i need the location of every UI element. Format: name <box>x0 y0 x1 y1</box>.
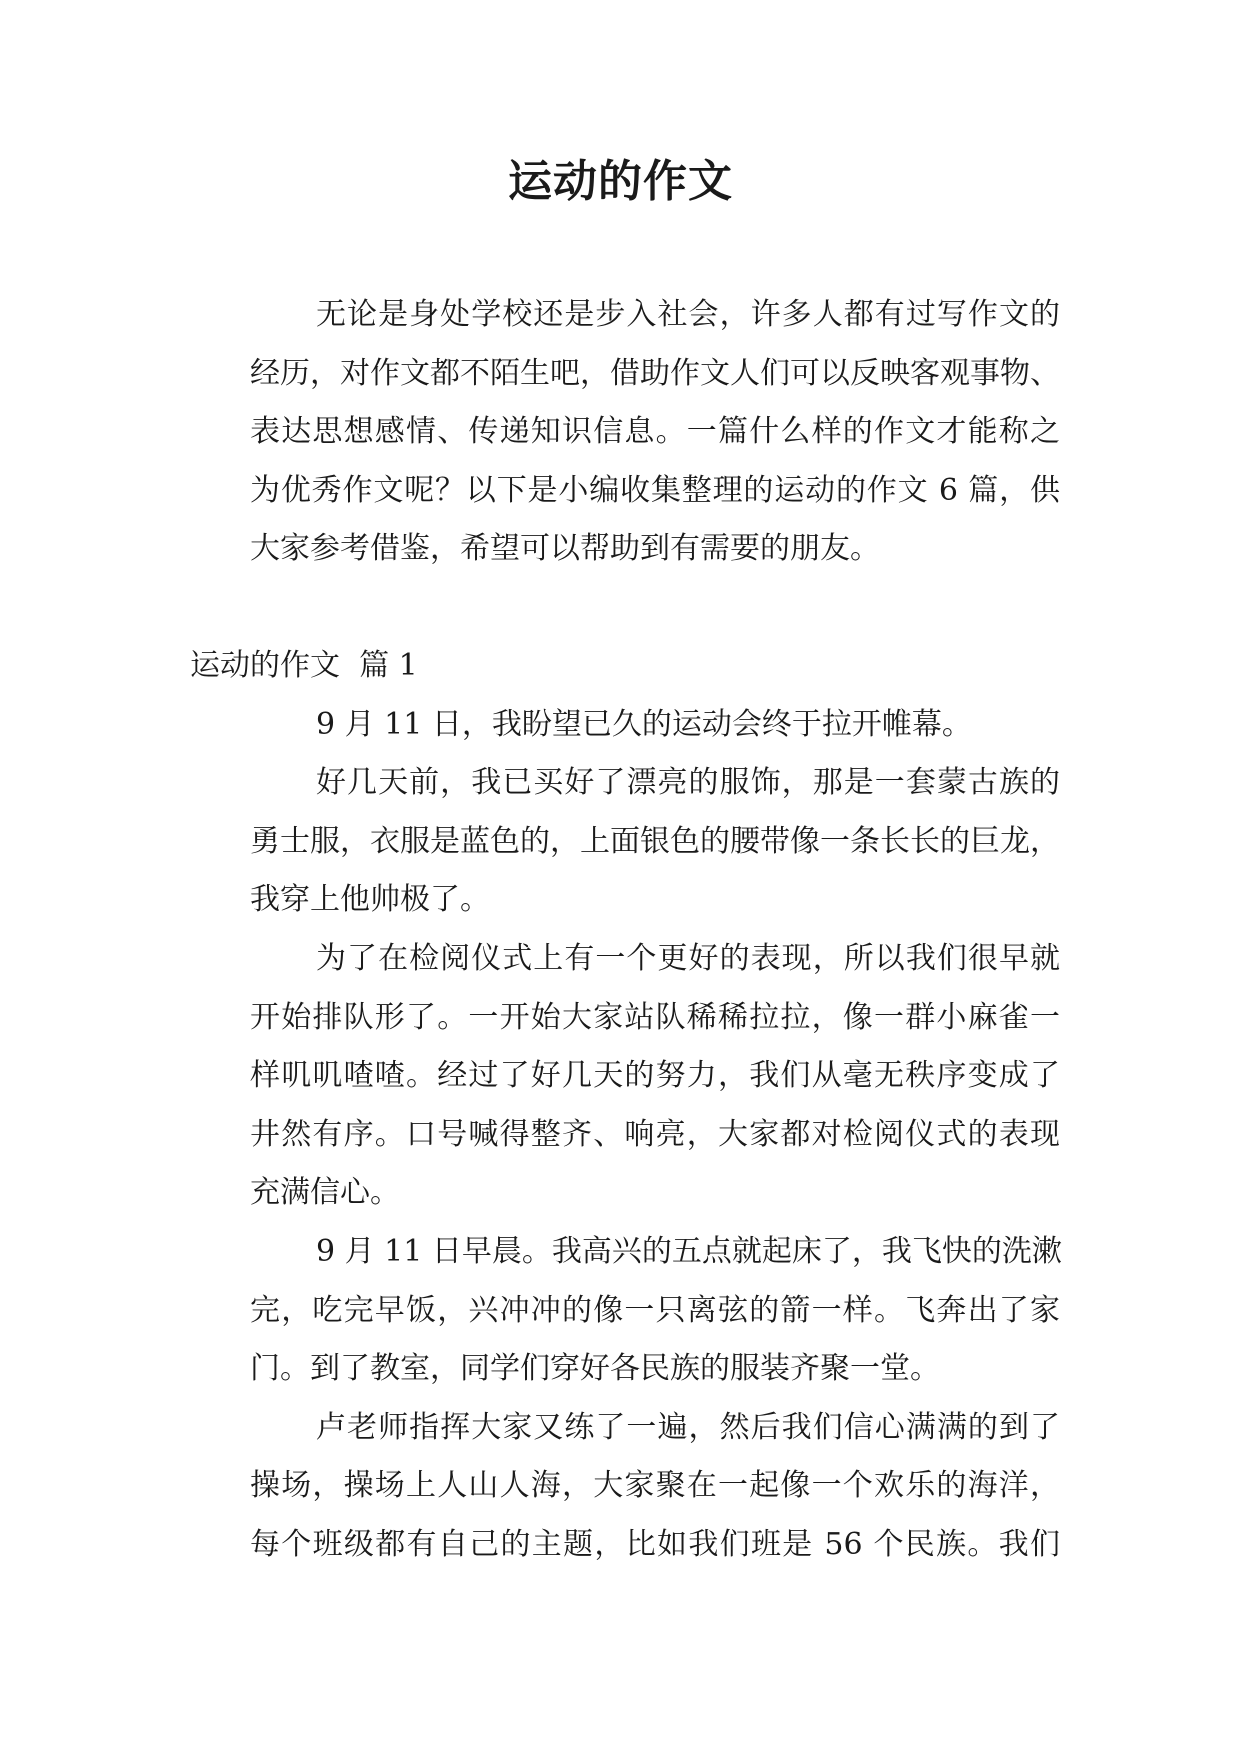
paragraph-line: 卢老师指挥大家又练了一遍，然后我们信心满满的到了 <box>316 1409 1060 1445</box>
paragraph-5 <box>190 1399 1060 1575</box>
paragraph-line: 为了在检阅仪式上有一个更好的表现，所以我们很早就 <box>316 940 1060 976</box>
paragraph-line: 样叽叽喳喳。经过了好几天的努力，我们从毫无秩序变成了 <box>250 1058 1060 1094</box>
intro-paragraph <box>190 286 1060 579</box>
intro-line: 大家参考借鉴，希望可以帮助到有需要的朋友。 <box>250 531 880 567</box>
document-body <box>190 286 1060 1574</box>
intro-line: 经历，对作文都不陌生吧，借助作文人们可以反映客观事物、 <box>250 355 1060 391</box>
paragraph-line: 9 月 11 日，我盼望已久的运动会终于拉开帷幕。 <box>316 706 972 742</box>
paragraph-line: 操场，操场上人山人海，大家聚在一起像一个欢乐的海洋， <box>250 1468 1060 1504</box>
paragraph-line: 9 月 11 日早晨。我高兴的五点就起床了，我飞快的洗漱 <box>316 1233 1062 1269</box>
paragraph-2 <box>190 754 1060 930</box>
paragraph-line: 好几天前，我已买好了漂亮的服饰，那是一套蒙古族的 <box>316 765 1060 801</box>
paragraph-3 <box>190 930 1060 1223</box>
section-heading: 运动的作文 篇 1 <box>190 647 418 683</box>
paragraph-line: 门。到了教室，同学们穿好各民族的服装齐聚一堂。 <box>250 1351 940 1387</box>
paragraph-4 <box>190 1223 1060 1399</box>
paragraph-line: 我穿上他帅极了。 <box>250 882 490 918</box>
intro-line: 表达思想感情、传递知识信息。一篇什么样的作文才能称之 <box>250 414 1060 450</box>
paragraph-line: 开始排队形了。一开始大家站队稀稀拉拉，像一群小麻雀一 <box>250 999 1060 1035</box>
paragraph-line: 完，吃完早饭，兴冲冲的像一只离弦的箭一样。飞奔出了家 <box>250 1292 1060 1328</box>
intro-line: 无论是身处学校还是步入社会，许多人都有过写作文的 <box>316 297 1060 332</box>
intro-line: 为优秀作文呢？以下是小编收集整理的运动的作文 6 篇，供 <box>250 472 1060 508</box>
paragraph-line: 勇士服，衣服是蓝色的，上面银色的腰带像一条长长的巨龙， <box>250 823 1060 859</box>
document-title: 运动的作文 <box>508 156 733 207</box>
paragraph-line: 充满信心。 <box>250 1175 400 1211</box>
paragraph-line: 每个班级都有自己的主题，比如我们班是 56 个民族。我们 <box>250 1526 1060 1562</box>
paragraph-line: 井然有序。口号喊得整齐、响亮，大家都对检阅仪式的表现 <box>250 1116 1060 1152</box>
paragraph-1 <box>190 696 1060 755</box>
